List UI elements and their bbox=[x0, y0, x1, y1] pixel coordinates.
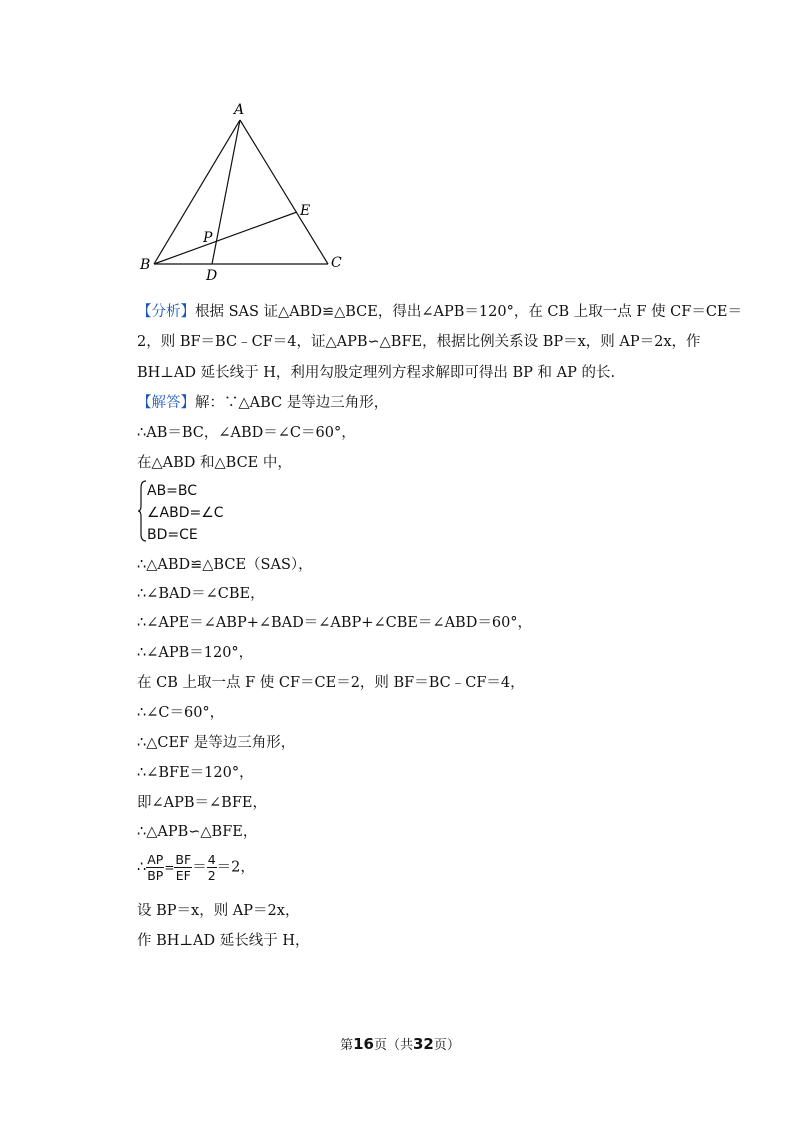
label-b: B bbox=[140, 257, 151, 273]
solution-line: ∴∠APB＝120°， bbox=[137, 645, 254, 661]
fraction-denominator: EF bbox=[175, 868, 191, 883]
segment-be bbox=[154, 212, 297, 264]
equals-sign: ＝ bbox=[192, 859, 207, 876]
ratio-tail: ＝2， bbox=[216, 859, 255, 876]
footer-pre: 第 bbox=[340, 1038, 354, 1053]
ratio-equation bbox=[137, 852, 255, 883]
left-brace bbox=[137, 480, 147, 542]
label-e: E bbox=[300, 203, 311, 219]
solution-line: 在 CB 上取一点 F 使 CF＝CE＝2，则 BF＝BC﹣CF＝4， bbox=[137, 675, 525, 691]
page-footer bbox=[0, 1034, 800, 1053]
solution-line: 在△ABD 和△BCE 中， bbox=[137, 455, 292, 471]
solution-line: ∴∠BFE＝120°， bbox=[137, 765, 254, 781]
fraction-4-2 bbox=[207, 852, 217, 883]
side-ab bbox=[154, 120, 240, 264]
fraction-bf-ef bbox=[174, 852, 192, 883]
system-line-1: AB=BC bbox=[147, 483, 198, 499]
solution-line: ∴△ABD≌△BCE（SAS）， bbox=[137, 557, 313, 573]
solution-line: ∴∠C＝60°， bbox=[137, 705, 225, 721]
solution-line: 即∠APB＝∠BFE， bbox=[137, 795, 267, 811]
footer-page-number: 16 bbox=[353, 1035, 374, 1053]
footer-mid: 页（共 bbox=[373, 1038, 413, 1053]
solution-first: 解：∵△ABC 是等边三角形， bbox=[195, 395, 389, 411]
solution-line: ∴∠BAD＝∠CBE， bbox=[137, 586, 265, 602]
triangle-figure bbox=[130, 96, 350, 286]
label-d: D bbox=[206, 268, 218, 284]
solution-line: ∴∠APE＝∠ABP+∠BAD＝∠ABP+∠CBE＝∠ABD＝60°， bbox=[137, 615, 533, 631]
system-line-3: BD=CE bbox=[147, 527, 198, 543]
system-line-2: ∠ABD=∠C bbox=[147, 505, 224, 521]
label-c: C bbox=[331, 255, 342, 271]
solution-line: 设 BP＝x，则 AP＝2x， bbox=[137, 903, 300, 919]
segment-ad bbox=[212, 120, 240, 264]
label-p: P bbox=[203, 230, 213, 246]
ratio-prefix: ∴ bbox=[137, 859, 147, 876]
fraction-denominator: 2 bbox=[207, 868, 216, 883]
fraction-numerator: AP bbox=[147, 852, 164, 867]
fraction-numerator: 4 bbox=[207, 852, 216, 867]
fraction-numerator: BF bbox=[175, 852, 192, 867]
fraction-denominator: BP bbox=[147, 868, 164, 883]
analysis-text-1: 根据 SAS 证△ABD≌△BCE，得出∠APB＝120°，在 CB 上取一点 F 使 CF＝CE＝ bbox=[195, 304, 743, 320]
solution-line: ∴△APB∽△BFE， bbox=[137, 824, 258, 840]
label-a: A bbox=[234, 102, 245, 118]
analysis-line-2: 2，则 BF＝BC﹣CF＝4，证△APB∽△BFE，根据比例关系设 BP＝x，则 AP＝2x，作 bbox=[137, 334, 701, 350]
solution-line-1 bbox=[137, 393, 388, 413]
fraction-ap-bp bbox=[146, 852, 164, 883]
solution-line: 作 BH⊥AD 延长线于 H， bbox=[137, 933, 310, 949]
analysis-line-1 bbox=[137, 302, 742, 322]
solution-line: ∴AB＝BC，∠ABD＝∠C＝60°， bbox=[137, 425, 356, 441]
equals-sign: = bbox=[164, 860, 175, 875]
footer-total-pages: 32 bbox=[413, 1035, 434, 1053]
side-ac bbox=[240, 120, 328, 264]
solution-tag: 【解答】 bbox=[137, 395, 195, 411]
solution-line: ∴△CEF 是等边三角形， bbox=[137, 735, 296, 751]
analysis-tag: 【分析】 bbox=[137, 304, 195, 320]
analysis-line-3: BH⊥AD 延长线于 H，利用勾股定理列方程求解即可得出 BP 和 AP 的长. bbox=[137, 365, 616, 381]
footer-post: 页） bbox=[433, 1038, 460, 1053]
